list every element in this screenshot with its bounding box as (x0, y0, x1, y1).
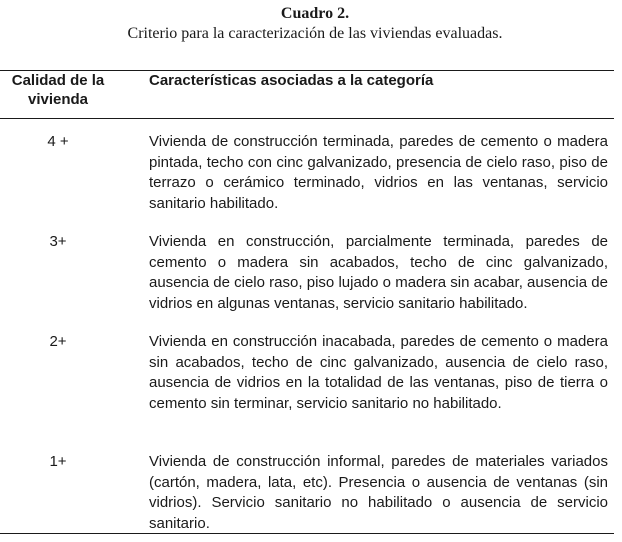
row-grade: 1+ (49, 453, 67, 470)
table-header-rule (0, 118, 614, 119)
table-caption (0, 4, 622, 44)
row-description: Vivienda de construcción informal, paredes de materiales variados (cartón, madera, lata, etc). Presencia o ausencia de ventanas (sin vidrios). Servicio sanitario no habilitado o ausencia de servicio sanitario. (149, 453, 608, 532)
row-grade: 3+ (49, 233, 67, 250)
caption-label: Cuadro 2. (280, 5, 350, 22)
header-characteristics: Características asociadas a la categoría (149, 72, 434, 89)
row-description: Vivienda en construcción inacabada, paredes de cemento o madera sin acabados, techo de cinc galvanizado, ausencia de cielo raso, ausencia de vidrios en la totalidad de las ventanas, piso de tierra o cemento sin terminar, servicio sanitario no habilitado. (149, 333, 608, 412)
header-quality: Calidad de la vivienda (11, 72, 105, 108)
row-grade: 2+ (49, 333, 67, 350)
row-grade: 4 + (47, 133, 69, 150)
table-bottom-rule (0, 533, 614, 534)
row-description: Vivienda de construcción terminada, paredes de cemento o madera pintada, techo con cinc galvanizado, presencia de cielo raso, piso de terrazo o cerámico terminado, vidrios en las ventanas, servicio sanitario habilitado. (149, 133, 608, 212)
row-description: Vivienda en construcción, parcialmente terminada, paredes de cemento o madera sin acabados, techo de cinc galvanizado, ausencia de cielo raso, piso lujado o madera sin acabar, ausencia de vidrios en algunas ventanas, servicio sanitario habilitado. (149, 233, 608, 312)
caption-subtitle: Criterio para la caracterización de las viviendas evaluadas. (127, 25, 503, 42)
